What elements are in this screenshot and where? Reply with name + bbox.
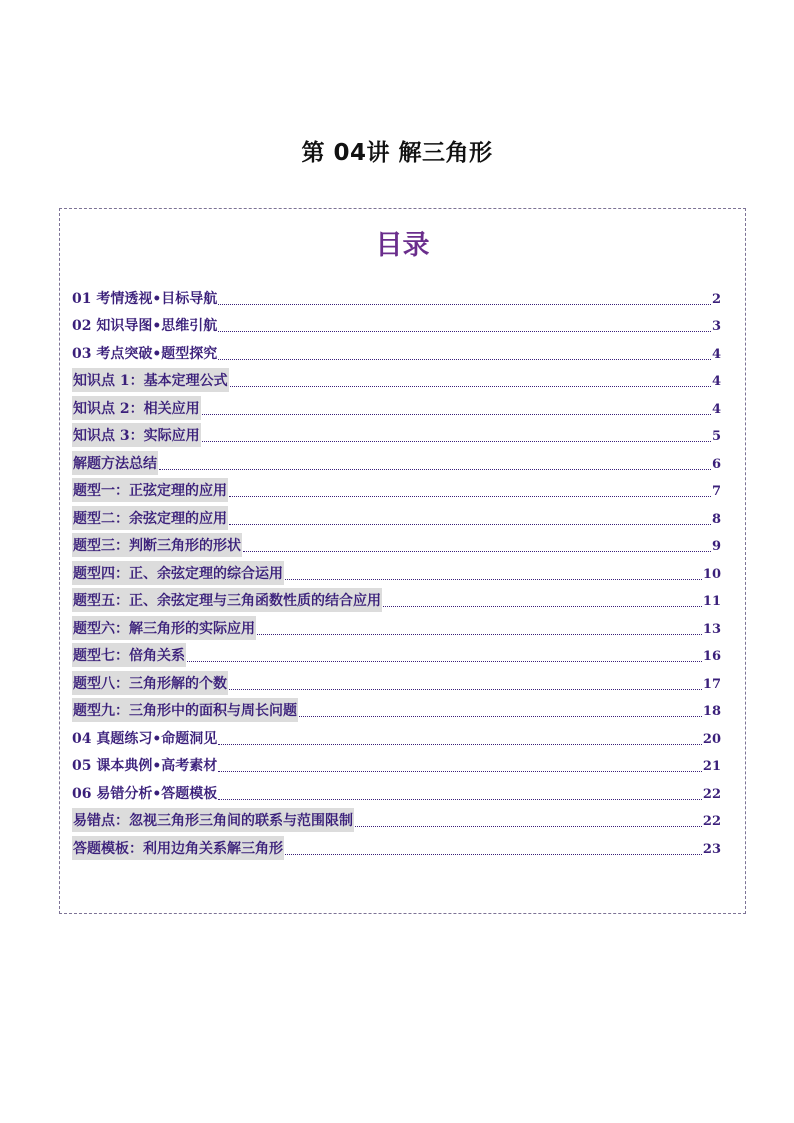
toc-entry-page-number[interactable]: 9 [711,539,721,554]
toc-entry-page-number[interactable]: 7 [711,484,721,499]
toc-dot-leader [218,744,702,745]
toc-entry[interactable] [72,750,721,778]
toc-dot-leader [229,496,711,497]
toc-entry-label[interactable]: 题型三：判断三角形的形状 [72,533,242,557]
toc-entry-label[interactable]: 解题方法总结 [72,451,158,475]
toc-entry[interactable] [72,640,721,668]
toc-entry-label[interactable]: 知识点 3：实际应用 [72,423,201,447]
toc-dot-leader [229,524,711,525]
toc-entry-page-number[interactable]: 5 [711,429,721,444]
toc-entry-page-number[interactable]: 4 [711,401,721,417]
toc-dot-leader [218,304,711,305]
toc-entry[interactable] [72,722,721,750]
toc-dot-leader [285,579,702,580]
toc-entry-page-number[interactable]: 4 [711,374,721,389]
toc-entry-page-number[interactable]: 17 [702,676,721,692]
toc-heading: 目录 [375,230,430,261]
toc-list [72,282,721,860]
toc-entry-label[interactable]: 题型五：正、余弦定理与三角函数性质的结合应用 [72,588,382,612]
toc-entry-page-number[interactable]: 16 [702,649,721,664]
toc-entry[interactable] [72,475,721,503]
toc-entry[interactable] [72,777,721,805]
toc-entry-label[interactable]: 题型二：余弦定理的应用 [72,506,228,530]
toc-entry[interactable] [72,365,721,393]
toc-dot-leader [243,551,711,552]
toc-entry-label[interactable]: 知识点 2：相关应用 [72,396,201,420]
toc-entry-page-number[interactable]: 22 [702,814,721,829]
toc-entry[interactable] [72,585,721,613]
toc-dot-leader [218,331,711,332]
toc-entry-label[interactable]: 03 考点突破•题型探究 [72,345,218,362]
toc-entry-page-number[interactable]: 23 [702,841,721,857]
toc-entry-page-number[interactable]: 21 [702,759,721,774]
toc-entry-page-number[interactable]: 2 [711,291,721,307]
toc-dot-leader [202,414,711,415]
toc-entry-page-number[interactable]: 8 [711,511,721,527]
toc-entry[interactable] [72,530,721,558]
toc-entry[interactable] [72,420,721,448]
toc-entry[interactable] [72,612,721,640]
toc-entry-label[interactable]: 易错点：忽视三角形三角间的联系与范围限制 [72,808,354,832]
toc-entry-label[interactable]: 题型七：倍角关系 [72,643,186,667]
toc-entry-label[interactable]: 06 易错分析•答题模板 [72,785,218,802]
toc-entry[interactable] [72,557,721,585]
toc-entry[interactable] [72,447,721,475]
toc-dot-leader [355,826,702,827]
toc-entry[interactable] [72,805,721,833]
toc-entry-label[interactable]: 题型四：正、余弦定理的综合运用 [72,561,284,585]
toc-entry[interactable] [72,667,721,695]
toc-entry-page-number[interactable]: 4 [711,346,721,362]
toc-entry[interactable] [72,695,721,723]
toc-dot-leader [218,359,711,360]
toc-entry-page-number[interactable]: 18 [702,704,721,719]
toc-dot-leader [159,469,711,470]
toc-dot-leader [383,606,702,607]
toc-entry-label[interactable]: 01 考情透视•目标导航 [72,290,218,307]
document-title: 第 04讲 解三角形 [301,140,493,166]
toc-entry-page-number[interactable]: 11 [702,594,721,609]
toc-dot-leader [187,661,702,662]
toc-entry[interactable] [72,282,721,310]
toc-entry-label[interactable]: 04 真题练习•命题洞见 [72,730,218,747]
toc-entry-label[interactable]: 05 课本典例•高考素材 [72,758,218,774]
toc-entry[interactable] [72,310,721,338]
toc-entry-label[interactable]: 题型八：三角形解的个数 [72,671,228,695]
toc-dot-leader [285,854,702,855]
toc-dot-leader [202,441,711,442]
table-of-contents-box [59,208,746,914]
toc-entry[interactable] [72,392,721,420]
toc-dot-leader [299,716,702,717]
toc-dot-leader [230,386,711,387]
toc-entry[interactable] [72,832,721,860]
toc-entry-page-number[interactable]: 6 [711,456,721,472]
toc-entry[interactable] [72,502,721,530]
toc-entry-page-number[interactable]: 10 [702,566,721,582]
toc-entry-page-number[interactable]: 22 [702,786,721,802]
toc-dot-leader [218,771,702,772]
toc-dot-leader [218,799,702,800]
toc-entry-page-number[interactable]: 13 [702,621,721,637]
toc-entry-page-number[interactable]: 3 [711,319,721,334]
toc-entry-page-number[interactable]: 20 [702,731,721,747]
toc-dot-leader [229,689,702,690]
toc-entry-label[interactable]: 02 知识导图•思维引航 [72,318,218,334]
toc-entry-label[interactable]: 题型一：正弦定理的应用 [72,478,228,502]
toc-dot-leader [257,634,702,635]
toc-entry-label[interactable]: 答题模板：利用边角关系解三角形 [72,836,284,860]
toc-entry-label[interactable]: 知识点 1：基本定理公式 [72,368,229,392]
toc-entry[interactable] [72,337,721,365]
toc-entry-label[interactable]: 题型六：解三角形的实际应用 [72,616,256,640]
toc-entry-label[interactable]: 题型九：三角形中的面积与周长问题 [72,698,298,722]
